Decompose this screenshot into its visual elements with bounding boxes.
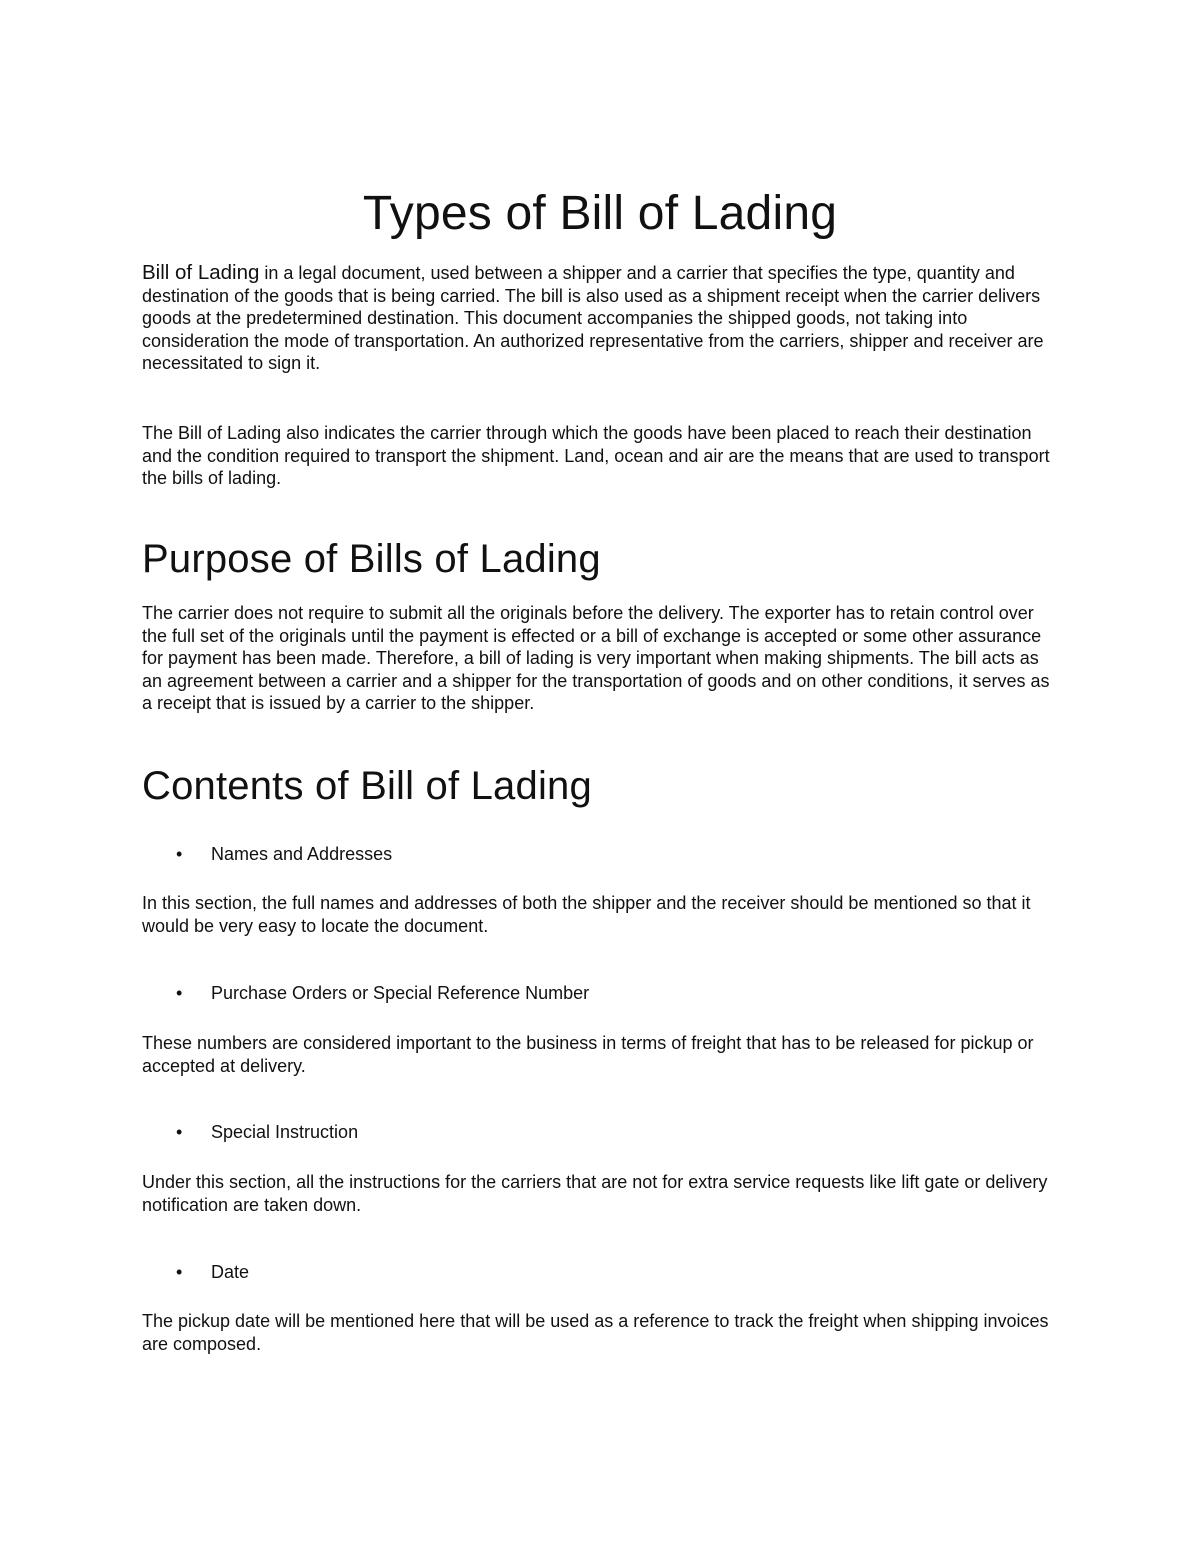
document-title: Types of Bill of Lading	[362, 187, 838, 240]
list-item-description: The pickup date will be mentioned here that will be used as a reference to track the freight when shipping invoices are composed.	[142, 1311, 1049, 1354]
list-item-description: Under this section, all the instructions for the carriers that are not for extra service requests like lift gate or delivery notification are taken down.	[142, 1172, 1048, 1215]
bullet-icon: •	[176, 1122, 183, 1142]
list-item-label: Purchase Orders or Special Reference Number	[211, 983, 590, 1003]
intro-paragraph-2: The Bill of Lading also indicates the carrier through which the goods have been placed to reach their destination and the condition required to transport the shipment. Land, ocean and air are the means that are used to transport the bills of lading.	[142, 423, 1050, 489]
bullet-icon: •	[176, 1262, 183, 1282]
list-item-label: Date	[211, 1262, 250, 1282]
bullet-icon: •	[176, 983, 183, 1003]
list-item-description: In this section, the full names and addresses of both the shipper and the receiver should be mentioned so that it would be very easy to locate the document.	[142, 893, 1031, 936]
list-item-label: Special Instruction	[211, 1122, 359, 1142]
purpose-paragraph: The carrier does not require to submit all the originals before the delivery. The exporter has to retain control over the full set of the originals until the payment is effected or a bill of exchange is accepted or some other assurance for payment has been made. Therefore, a bill of lading is very important when making shipments. The bill acts as an agreement between a carrier and a shipper for the transportation of goods and on other conditions, it serves as a receipt that is issued by a carrier to the shipper.	[142, 603, 1050, 714]
intro-paragraph	[142, 262, 1062, 375]
intro-text: in a legal document, used between a shipper and a carrier that specifies the type, quantity and destination of the goods that is being carried. The bill is also used as a shipment receipt when the carrier delivers goods at the predetermined destination. This document accompanies the shipped goods, not taking into consideration the mode of transportation. An authorized representative from the carriers, shipper and receiver are necessitated to sign it.	[142, 263, 1044, 374]
list-item-label: Names and Addresses	[211, 844, 393, 864]
contents-heading: Contents of Bill of Lading	[142, 764, 592, 808]
list-item-description: These numbers are considered important to the business in terms of freight that has to be released for pickup or accepted at delivery.	[142, 1033, 1034, 1076]
intro-lead-term: Bill of Lading	[142, 261, 260, 284]
bullet-icon: •	[176, 844, 183, 864]
purpose-heading: Purpose of Bills of Lading	[142, 537, 601, 581]
